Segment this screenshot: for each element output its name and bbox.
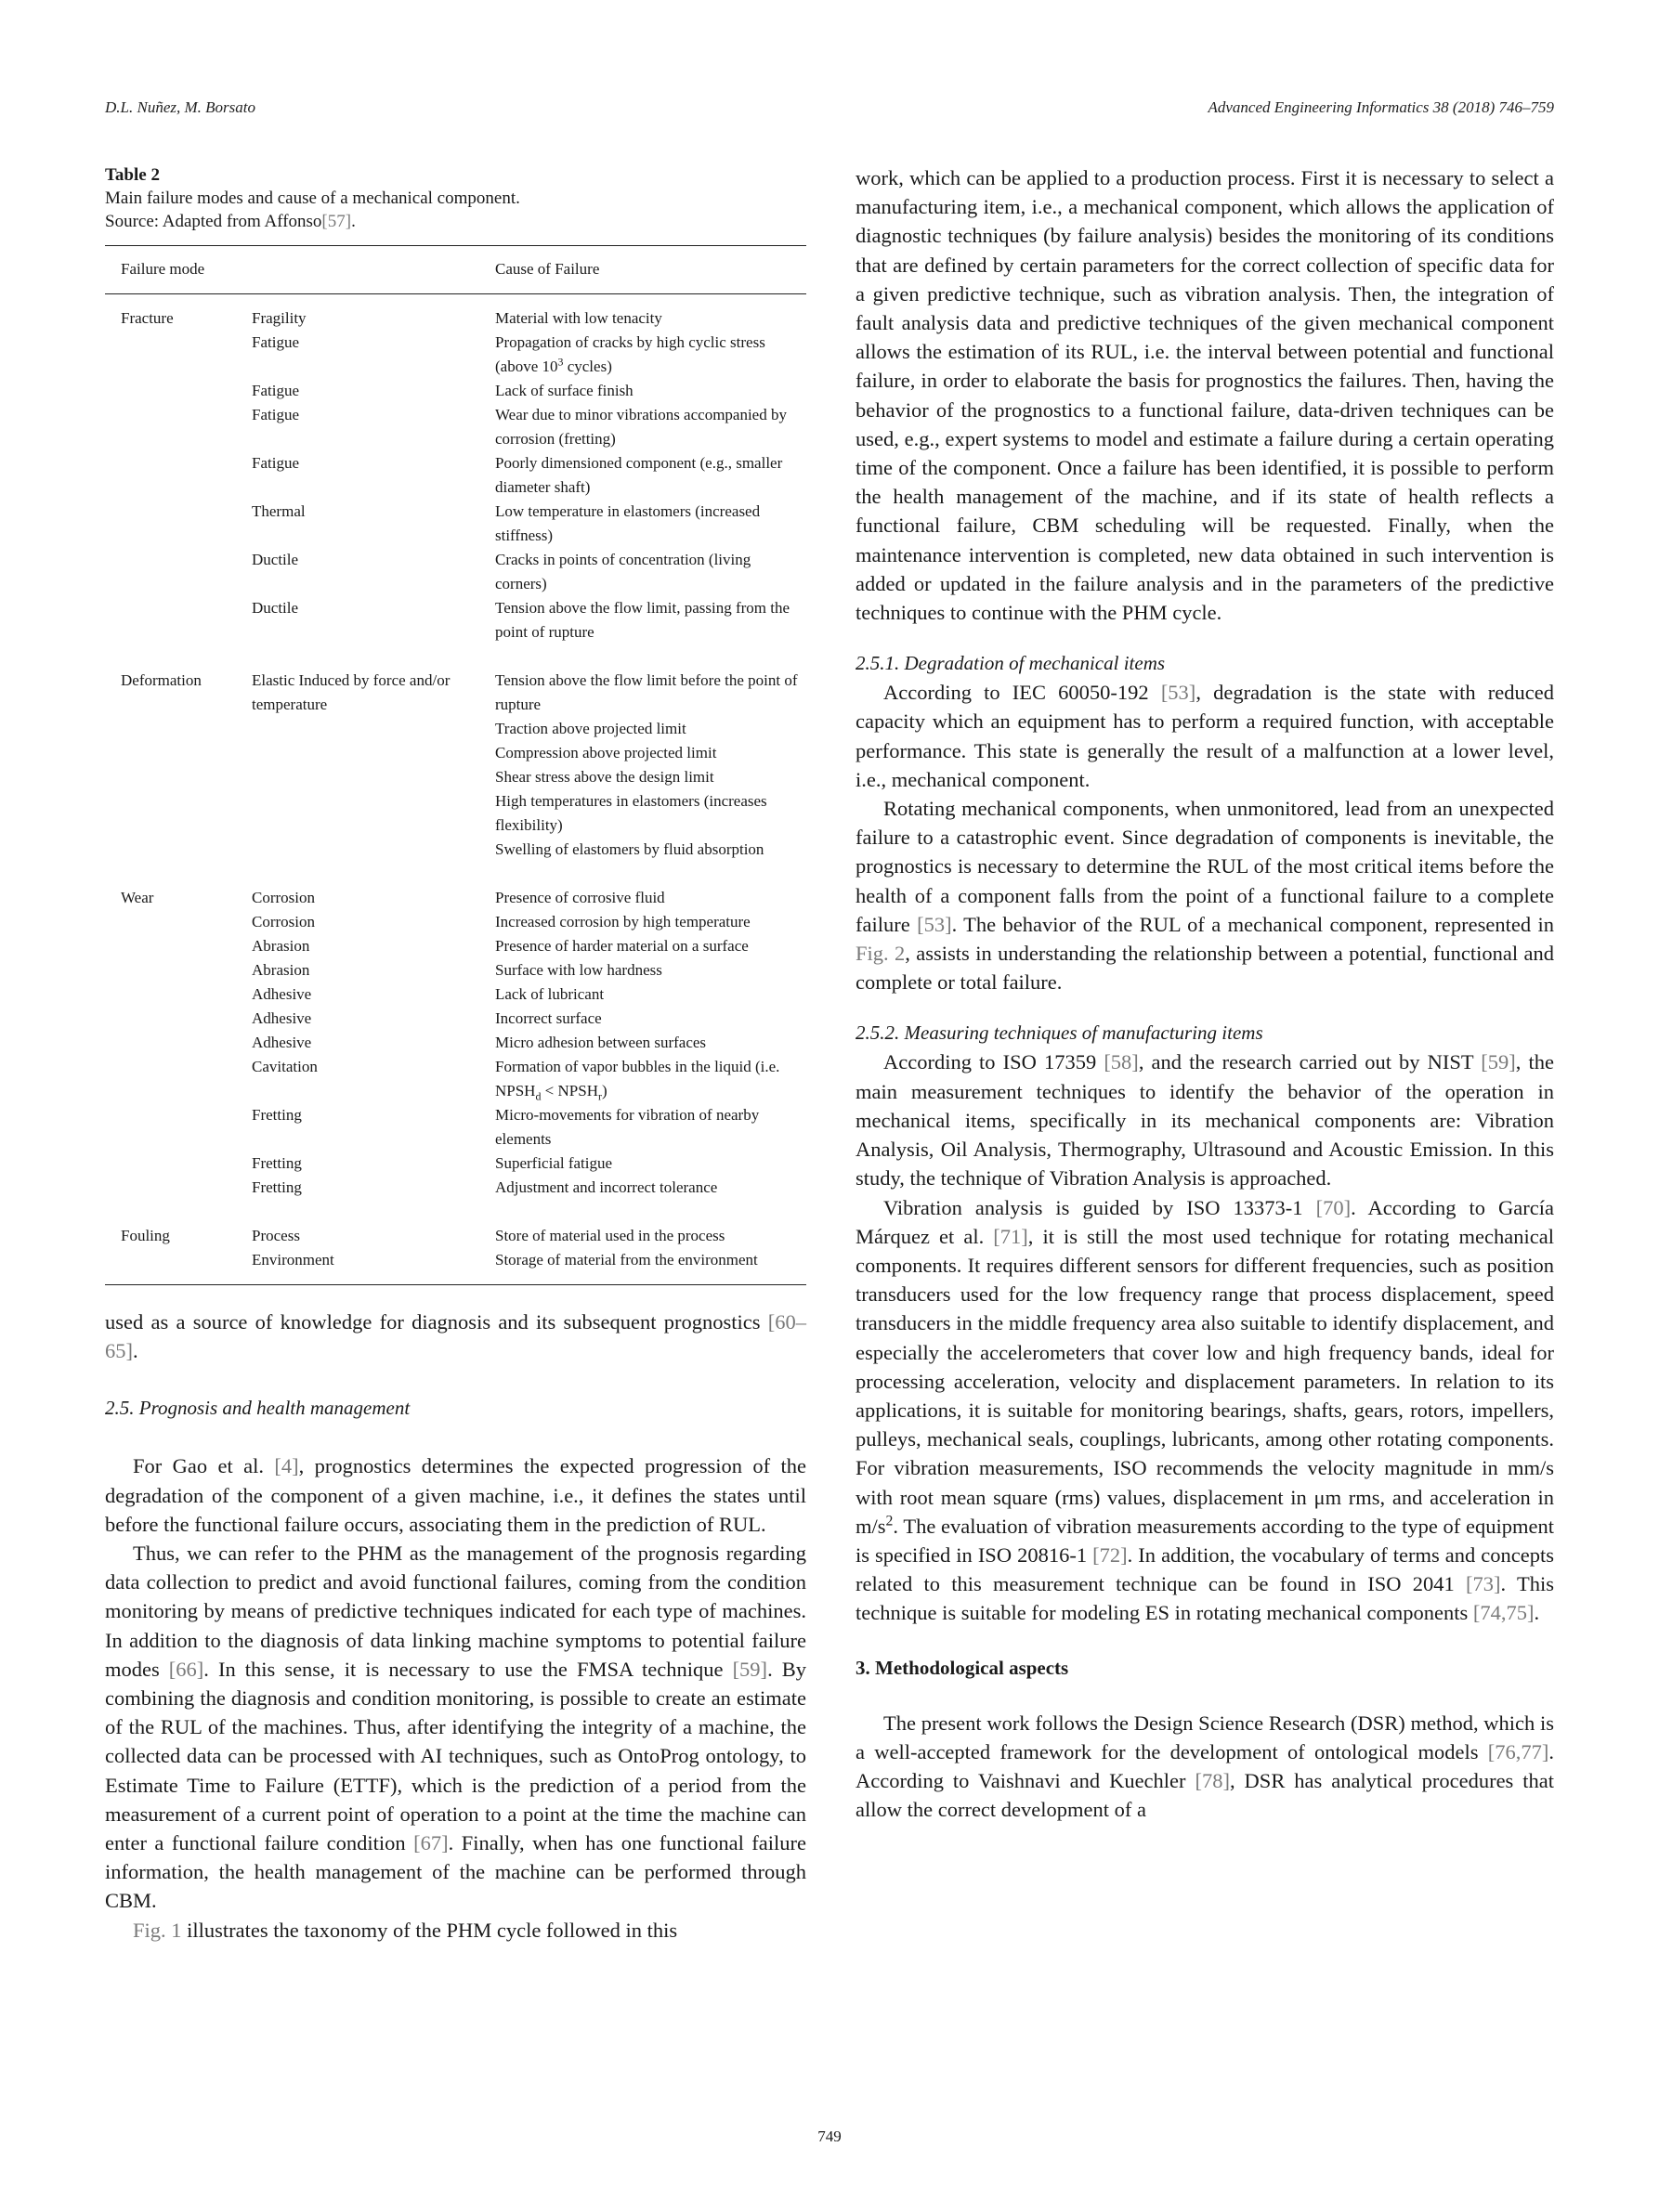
- failure-mode-cell: [105, 596, 252, 657]
- cause-text: Presence of harder material on a surface: [495, 937, 749, 955]
- cause-text: Lack of surface finish: [495, 382, 634, 399]
- table-row: [105, 910, 806, 934]
- citation-link[interactable]: [66]: [168, 1657, 204, 1681]
- failure-mode-cell: [105, 1103, 252, 1152]
- text-run: . By combining the diagnosis and condition monitoring, is possible to create an estimate of the RUL of the machines. Thus, after identifying the integrity of a machine, the collected data can be processed with AI techniques, such as OntoProg ontology, to Estimate Time to Failure (ETTF), which is the prediction of a period from the measurement of a current point of operation to a point at the time the machine can enter a functional failure condition: [105, 1657, 806, 1855]
- table-row: [105, 451, 806, 500]
- table-row: [105, 958, 806, 982]
- table-body: [105, 294, 806, 1285]
- table-row: [105, 838, 806, 874]
- citation-link[interactable]: [78]: [1195, 1768, 1230, 1792]
- figure-link[interactable]: Fig. 2: [856, 942, 906, 966]
- failure-type-cell: Ductile: [252, 599, 299, 617]
- citation-link[interactable]: [53]: [1160, 681, 1196, 705]
- cause-text: Increased corrosion by high temperature: [495, 913, 751, 930]
- cause-text: Tension above the flow limit, passing from the point of rupture: [495, 599, 790, 641]
- text-run: . In this sense, it is necessary to use the FMSA technique: [203, 1657, 733, 1681]
- failure-mode-cell: [105, 1152, 252, 1176]
- cause-text: Compression above projected limit: [495, 744, 717, 761]
- page-number: 749: [817, 2127, 842, 2145]
- section-heading-2-5: 2.5. Prognosis and health management: [105, 1397, 411, 1420]
- text-run: . The behavior of the RUL of a mechanical component, represented in: [951, 912, 1554, 936]
- text-run: .: [1534, 1601, 1540, 1625]
- cause-text: Material with low tenacity: [495, 309, 662, 327]
- table-row: [105, 717, 806, 741]
- table-row: [105, 294, 806, 332]
- failure-cause-cell: [495, 548, 806, 596]
- cause-text: Cracks in points of concentration (living corners): [495, 551, 751, 592]
- cause-text: cycles): [563, 358, 612, 375]
- failure-cause-cell: [495, 958, 806, 982]
- citation-link[interactable]: [57]: [321, 212, 352, 231]
- failure-type-cell: [252, 717, 495, 741]
- cause-text: Lack of lubricant: [495, 985, 605, 1003]
- citation-link[interactable]: [53]: [917, 912, 952, 936]
- text-run: . This technique is suitable for modeling ES in rotating mechanical components: [856, 1572, 1554, 1625]
- paragraph: [105, 1916, 806, 1945]
- citation-link[interactable]: [71]: [993, 1224, 1028, 1248]
- failure-cause-cell: [495, 500, 806, 548]
- header-authors: D.L. Nuñez, M. Borsato: [105, 98, 255, 116]
- cause-text: < NPSH: [541, 1082, 598, 1099]
- failure-type-cell: Corrosion: [252, 889, 315, 906]
- table-row: [105, 789, 806, 838]
- left-body: [105, 1308, 806, 1945]
- paragraph: work, which can be applied to a production process. First it is necessary to select a manufacturing item, i.e., a mechanical component, which allows the application of diagnostic techniques (by failure analysis) besides the monitoring of its conditions that are defined by certain parameters for the correct collection of specific data for a given predictive technique, such as vibration analysis. Then, the integration of fault analysis data and predictive techniques of the given mechanical component allows the estimation of its RUL, i.e. the interval between potential and functional failure, in order to elaborate the basis for prognostics the failures. Then, having the behavior of the prognostics to a functional failure, data-driven techniques can be used, e.g., expert systems to model and estimate a failure during a certain operating time of the component. Once a failure has been identified, it is possible to perform the health management of the machine, and if its state of health reflects a functional failure, CBM scheduling will be requested. Finally, when the maintenance intervention is completed, new data obtained in such intervention is added or updated in the failure analysis and in the parameters of the predictive techniques to continue with the PHM cycle.: [856, 166, 1554, 625]
- section-heading-3: 3. Methodological aspects: [856, 1656, 1069, 1679]
- failure-type-cell: Ductile: [252, 551, 299, 568]
- paragraph: [856, 1709, 1554, 1825]
- text-run: For Gao et al.: [133, 1454, 275, 1478]
- failure-type-cell: Fatigue: [252, 454, 299, 472]
- table-row: [105, 741, 806, 765]
- cause-text: Low temperature in elastomers (increased stiffness): [495, 502, 761, 544]
- cause-text: Storage of material from the environment: [495, 1251, 758, 1269]
- header-cause: Cause of Failure: [495, 246, 806, 294]
- paragraph: [105, 1539, 806, 1916]
- failure-cause-cell: [495, 596, 806, 657]
- failure-type-cell: [252, 741, 495, 765]
- failure-mode-cell: [105, 838, 252, 874]
- cause-text: Superficial fatigue: [495, 1154, 613, 1172]
- text-run: , and the research carried out by NIST: [1138, 1050, 1482, 1074]
- failure-cause-cell: [495, 934, 806, 958]
- citation-link[interactable]: [59]: [1481, 1050, 1516, 1074]
- failure-cause-cell: [495, 910, 806, 934]
- cause-text: Poorly dimensioned component (e.g., smaller diameter shaft): [495, 454, 783, 496]
- table-row: [105, 1103, 806, 1152]
- text-run: The present work follows the Design Science Research (DSR) method, which is a well-accepted framework for the development of ontological models: [856, 1711, 1554, 1763]
- caption-source-text: Source: Adapted from Affonso: [105, 212, 322, 231]
- failure-modes-table: [105, 245, 806, 1285]
- failure-cause-cell: [495, 1212, 806, 1248]
- citation-link[interactable]: [59]: [732, 1657, 768, 1681]
- failure-cause-cell: [495, 1007, 806, 1031]
- text-run: . Finally, when has one functional failure information, the health management of the machine can be performed through CBM.: [105, 1831, 807, 1913]
- paragraph: [105, 1451, 806, 1539]
- failure-type-cell: Fatigue: [252, 382, 299, 399]
- failure-type-cell: Fretting: [252, 1106, 302, 1124]
- failure-type-cell: Fretting: [252, 1154, 302, 1172]
- failure-cause-cell: [495, 874, 806, 910]
- failure-mode-cell: [105, 1248, 252, 1285]
- caption-suffix: .: [351, 212, 356, 231]
- text-run: illustrates the taxonomy of the PHM cycle followed in this: [181, 1918, 678, 1942]
- text-run: Rotating mechanical components, when unmonitored, lead from an unexpected failure to a catastrophic event. Since degradation of components is inevitable, the prognostics is necessary to determine the RUL of the most critical items before the health of a component falls from the point of a functional failure to a complete failure: [856, 797, 1554, 936]
- cause-text: Propagation of cracks by high cyclic stress (above 10: [495, 333, 765, 375]
- subscript: d: [535, 1089, 542, 1103]
- text-run: Vibration analysis is guided by ISO 13373-1: [883, 1195, 1316, 1219]
- section-heading-2-5-1: 2.5.1. Degradation of mechanical items: [856, 652, 1166, 675]
- table-row: [105, 765, 806, 789]
- failure-cause-cell: [495, 838, 806, 874]
- failure-type-cell: Adhesive: [252, 985, 312, 1003]
- cause-text: Shear stress above the design limit: [495, 768, 714, 786]
- failure-type-cell: Thermal: [252, 502, 306, 520]
- failure-mode-cell: [105, 1176, 252, 1212]
- running-header: [105, 98, 1554, 126]
- table-row: [105, 1031, 806, 1055]
- failure-mode-cell: [105, 910, 252, 934]
- cause-text: Swelling of elastomers by fluid absorption: [495, 840, 764, 858]
- failure-cause-cell: [495, 403, 806, 451]
- failure-mode-cell: [105, 403, 252, 451]
- failure-type-cell: Corrosion: [252, 913, 315, 930]
- paragraph: [105, 1308, 806, 1365]
- cause-text: Micro adhesion between surfaces: [495, 1034, 707, 1051]
- header-journal: Advanced Engineering Informatics 38 (2018) 746–759: [1208, 98, 1554, 116]
- failure-cause-cell: [495, 982, 806, 1007]
- failure-mode-cell: [105, 1031, 252, 1055]
- table-row: [105, 403, 806, 451]
- failure-mode-cell: [105, 451, 252, 500]
- text-run: . The evaluation of vibration measurements according to the type of equipment is specified in ISO 20816-1: [856, 1514, 1554, 1567]
- failure-type-cell: Adhesive: [252, 1009, 312, 1027]
- left-column: [105, 163, 806, 1945]
- table-row: [105, 1007, 806, 1031]
- text-run: , DSR has analytical procedures that allow the correct development of a: [856, 1768, 1554, 1822]
- failure-cause-cell: [495, 789, 806, 838]
- text-run: . According to Vaishnavi and Kuechler: [856, 1739, 1554, 1792]
- paragraph: [856, 1047, 1554, 1192]
- table-row: [105, 982, 806, 1007]
- text-run: , the main measurement techniques to identify the behavior of the operation in mechanical items, specifically in its mechanical components are: Vibration Analysis, Oil Analysis, Thermography, Ultrasound and Acoustic Emission. In this study, the technique of Vibration Analysis is approached.: [856, 1050, 1554, 1191]
- text-run: .: [133, 1339, 138, 1363]
- failure-mode-cell: [105, 548, 252, 596]
- superscript: 3: [557, 355, 564, 369]
- failure-mode-cell: [105, 1055, 252, 1103]
- failure-mode-cell: [105, 789, 252, 838]
- failure-cause-cell: [495, 294, 806, 332]
- citation-link[interactable]: [60–65]: [105, 1310, 806, 1363]
- failure-cause-cell: [495, 1152, 806, 1176]
- cause-text: Store of material used in the process: [495, 1227, 725, 1244]
- table-row: [105, 1212, 806, 1248]
- failure-type-cell: Adhesive: [252, 1034, 312, 1051]
- failure-cause-cell: [495, 765, 806, 789]
- failure-mode-cell: Wear: [121, 889, 154, 906]
- failure-mode-cell: [105, 331, 252, 379]
- failure-type-cell: Abrasion: [252, 961, 310, 979]
- paragraph: [856, 1193, 1554, 1628]
- cause-text: High temperatures in elastomers (increases flexibility): [495, 792, 767, 834]
- failure-cause-cell: [495, 741, 806, 765]
- failure-cause-cell: [495, 331, 806, 379]
- table-row: [105, 1248, 806, 1285]
- failure-type-cell: Cavitation: [252, 1058, 318, 1075]
- table-row: [105, 548, 806, 596]
- citation-link[interactable]: [76,77]: [1487, 1739, 1549, 1763]
- cause-text: Surface with low hardness: [495, 961, 662, 979]
- cause-text: ): [601, 1082, 607, 1099]
- failure-cause-cell: [495, 451, 806, 500]
- failure-mode-cell: [105, 982, 252, 1007]
- failure-mode-cell: [105, 958, 252, 982]
- paragraph: [856, 678, 1554, 794]
- failure-type-cell: Fatigue: [252, 333, 299, 351]
- failure-type-cell: [252, 765, 495, 789]
- failure-type-cell: Fretting: [252, 1178, 302, 1196]
- cause-text: Formation of vapor bubbles in the liquid (i.e. NPSH: [495, 1058, 780, 1099]
- text-run: Thus, we can refer to the PHM as the management of the prognosis regarding data collection to predict and avoid functional failures, coming from the condition monitoring by means of predictive techniques indicated for each type of machines. In addition to the diagnosis of data linking machine symptoms to potential failure modes: [105, 1542, 806, 1681]
- citation-link[interactable]: [74,75]: [1472, 1601, 1535, 1625]
- failure-mode-cell: Deformation: [121, 671, 202, 689]
- figure-link[interactable]: Fig. 1: [133, 1918, 182, 1942]
- table-title: Table 2: [105, 165, 160, 185]
- table-caption-source: [105, 210, 806, 233]
- failure-mode-cell: [105, 717, 252, 741]
- failure-type-cell: [252, 789, 495, 838]
- failure-mode-cell: [105, 500, 252, 548]
- table-row: [105, 657, 806, 717]
- failure-type-cell: Fatigue: [252, 406, 299, 423]
- cause-text: Incorrect surface: [495, 1009, 602, 1027]
- failure-mode-cell: [105, 1007, 252, 1031]
- cause-text: Wear due to minor vibrations accompanied by corrosion (fretting): [495, 406, 787, 448]
- text-run: According to ISO 17359: [883, 1050, 1104, 1074]
- table-row: [105, 331, 806, 379]
- failure-cause-cell: [495, 379, 806, 403]
- failure-cause-cell: [495, 1103, 806, 1152]
- failure-mode-cell: Fouling: [121, 1227, 170, 1244]
- failure-mode-cell: Fracture: [121, 309, 174, 327]
- failure-type-cell: Elastic Induced by force and/or temperature: [252, 671, 451, 713]
- cause-text: Adjustment and incorrect tolerance: [495, 1178, 718, 1196]
- table-row: [105, 1176, 806, 1212]
- cause-text: Traction above projected limit: [495, 720, 686, 737]
- failure-mode-cell: [105, 379, 252, 403]
- failure-mode-cell: [105, 765, 252, 789]
- table-row: [105, 500, 806, 548]
- table-row: [105, 874, 806, 910]
- citation-link[interactable]: [58]: [1104, 1050, 1139, 1074]
- table-row: [105, 1152, 806, 1176]
- right-column: [856, 163, 1554, 1824]
- cause-text: Micro-movements for vibration of nearby elements: [495, 1106, 760, 1148]
- table-row: [105, 596, 806, 657]
- superscript: 2: [885, 1513, 894, 1529]
- text-run: , it is still the most used technique for rotating mechanical components. It requires different sensors for different frequencies, such as position transducers used for the low frequency range that process displacement, speed transducers in the middle frequency area also suitable to identify displacement, and especially the accelerometers that cover low and high frequency bands, ideal for processing acceleration, velocity and displacement parameters. In relation to its applications, it is suitable for monitoring bearings, shafts, gears, rotors, impellers, pulleys, mechanical seals, couplings, lubricants, among other rotating components. For vibration measurements, ISO recommends the velocity magnitude in mm/s with root mean square (rms) values, displacement in μm rms, and acceleration in m/s: [856, 1224, 1554, 1538]
- citation-link[interactable]: [4]: [274, 1454, 299, 1478]
- table-caption-line1: Main failure modes and cause of a mechanical component.: [105, 189, 520, 208]
- failure-mode-cell: [105, 934, 252, 958]
- failure-type-cell: Process: [252, 1227, 300, 1244]
- cause-text: Tension above the flow limit before the point of rupture: [495, 671, 798, 713]
- subscript: r: [597, 1089, 602, 1103]
- failure-cause-cell: [495, 1031, 806, 1055]
- text-run: . In addition, the vocabulary of terms and concepts related to this measurement technique can be found in ISO 2041: [856, 1542, 1555, 1596]
- section-heading-2-5-2: 2.5.2. Measuring techniques of manufacturing items: [856, 1021, 1263, 1045]
- text-run: used as a source of knowledge for diagnosis and its subsequent prognostics: [105, 1310, 768, 1334]
- failure-type-cell: Abrasion: [252, 937, 310, 955]
- citation-link[interactable]: [70]: [1315, 1195, 1352, 1219]
- table-header-row: [105, 246, 806, 294]
- table-row: [105, 1055, 806, 1103]
- failure-cause-cell: [495, 1248, 806, 1285]
- text-run: , assists in understanding the relationship between a potential, functional and complete or total failure.: [856, 942, 1554, 995]
- text-run: . According to García Márquez et al.: [856, 1195, 1554, 1248]
- citation-link[interactable]: [67]: [413, 1831, 449, 1855]
- failure-type-cell: Environment: [252, 1251, 334, 1269]
- failure-cause-cell: [495, 717, 806, 741]
- failure-cause-cell: [495, 1055, 806, 1103]
- table-row: [105, 379, 806, 403]
- failure-type-cell: [252, 838, 495, 874]
- paragraph: [856, 794, 1554, 996]
- citation-link[interactable]: [72]: [1092, 1542, 1128, 1567]
- failure-cause-cell: [495, 1176, 806, 1212]
- citation-link[interactable]: [73]: [1466, 1572, 1501, 1596]
- text-run: , degradation is the state with reduced capacity which an equipment has to perform a required function, with acceptable performance. This state is generally the result of a malfunction at a lower level, i.e., mechanical component.: [856, 681, 1554, 791]
- header-failure-mode: Failure mode: [105, 246, 495, 294]
- cause-text: Presence of corrosive fluid: [495, 889, 665, 906]
- failure-cause-cell: [495, 657, 806, 717]
- text-run: According to IEC 60050-192: [883, 681, 1161, 705]
- table-row: [105, 934, 806, 958]
- failure-type-cell: Fragility: [252, 309, 307, 327]
- failure-mode-cell: [105, 741, 252, 765]
- text-run: , prognostics determines the expected progression of the degradation of the component of a given machine, i.e., it defines the states until before the functional failure occurs, associating them in the prediction of RUL.: [105, 1454, 806, 1536]
